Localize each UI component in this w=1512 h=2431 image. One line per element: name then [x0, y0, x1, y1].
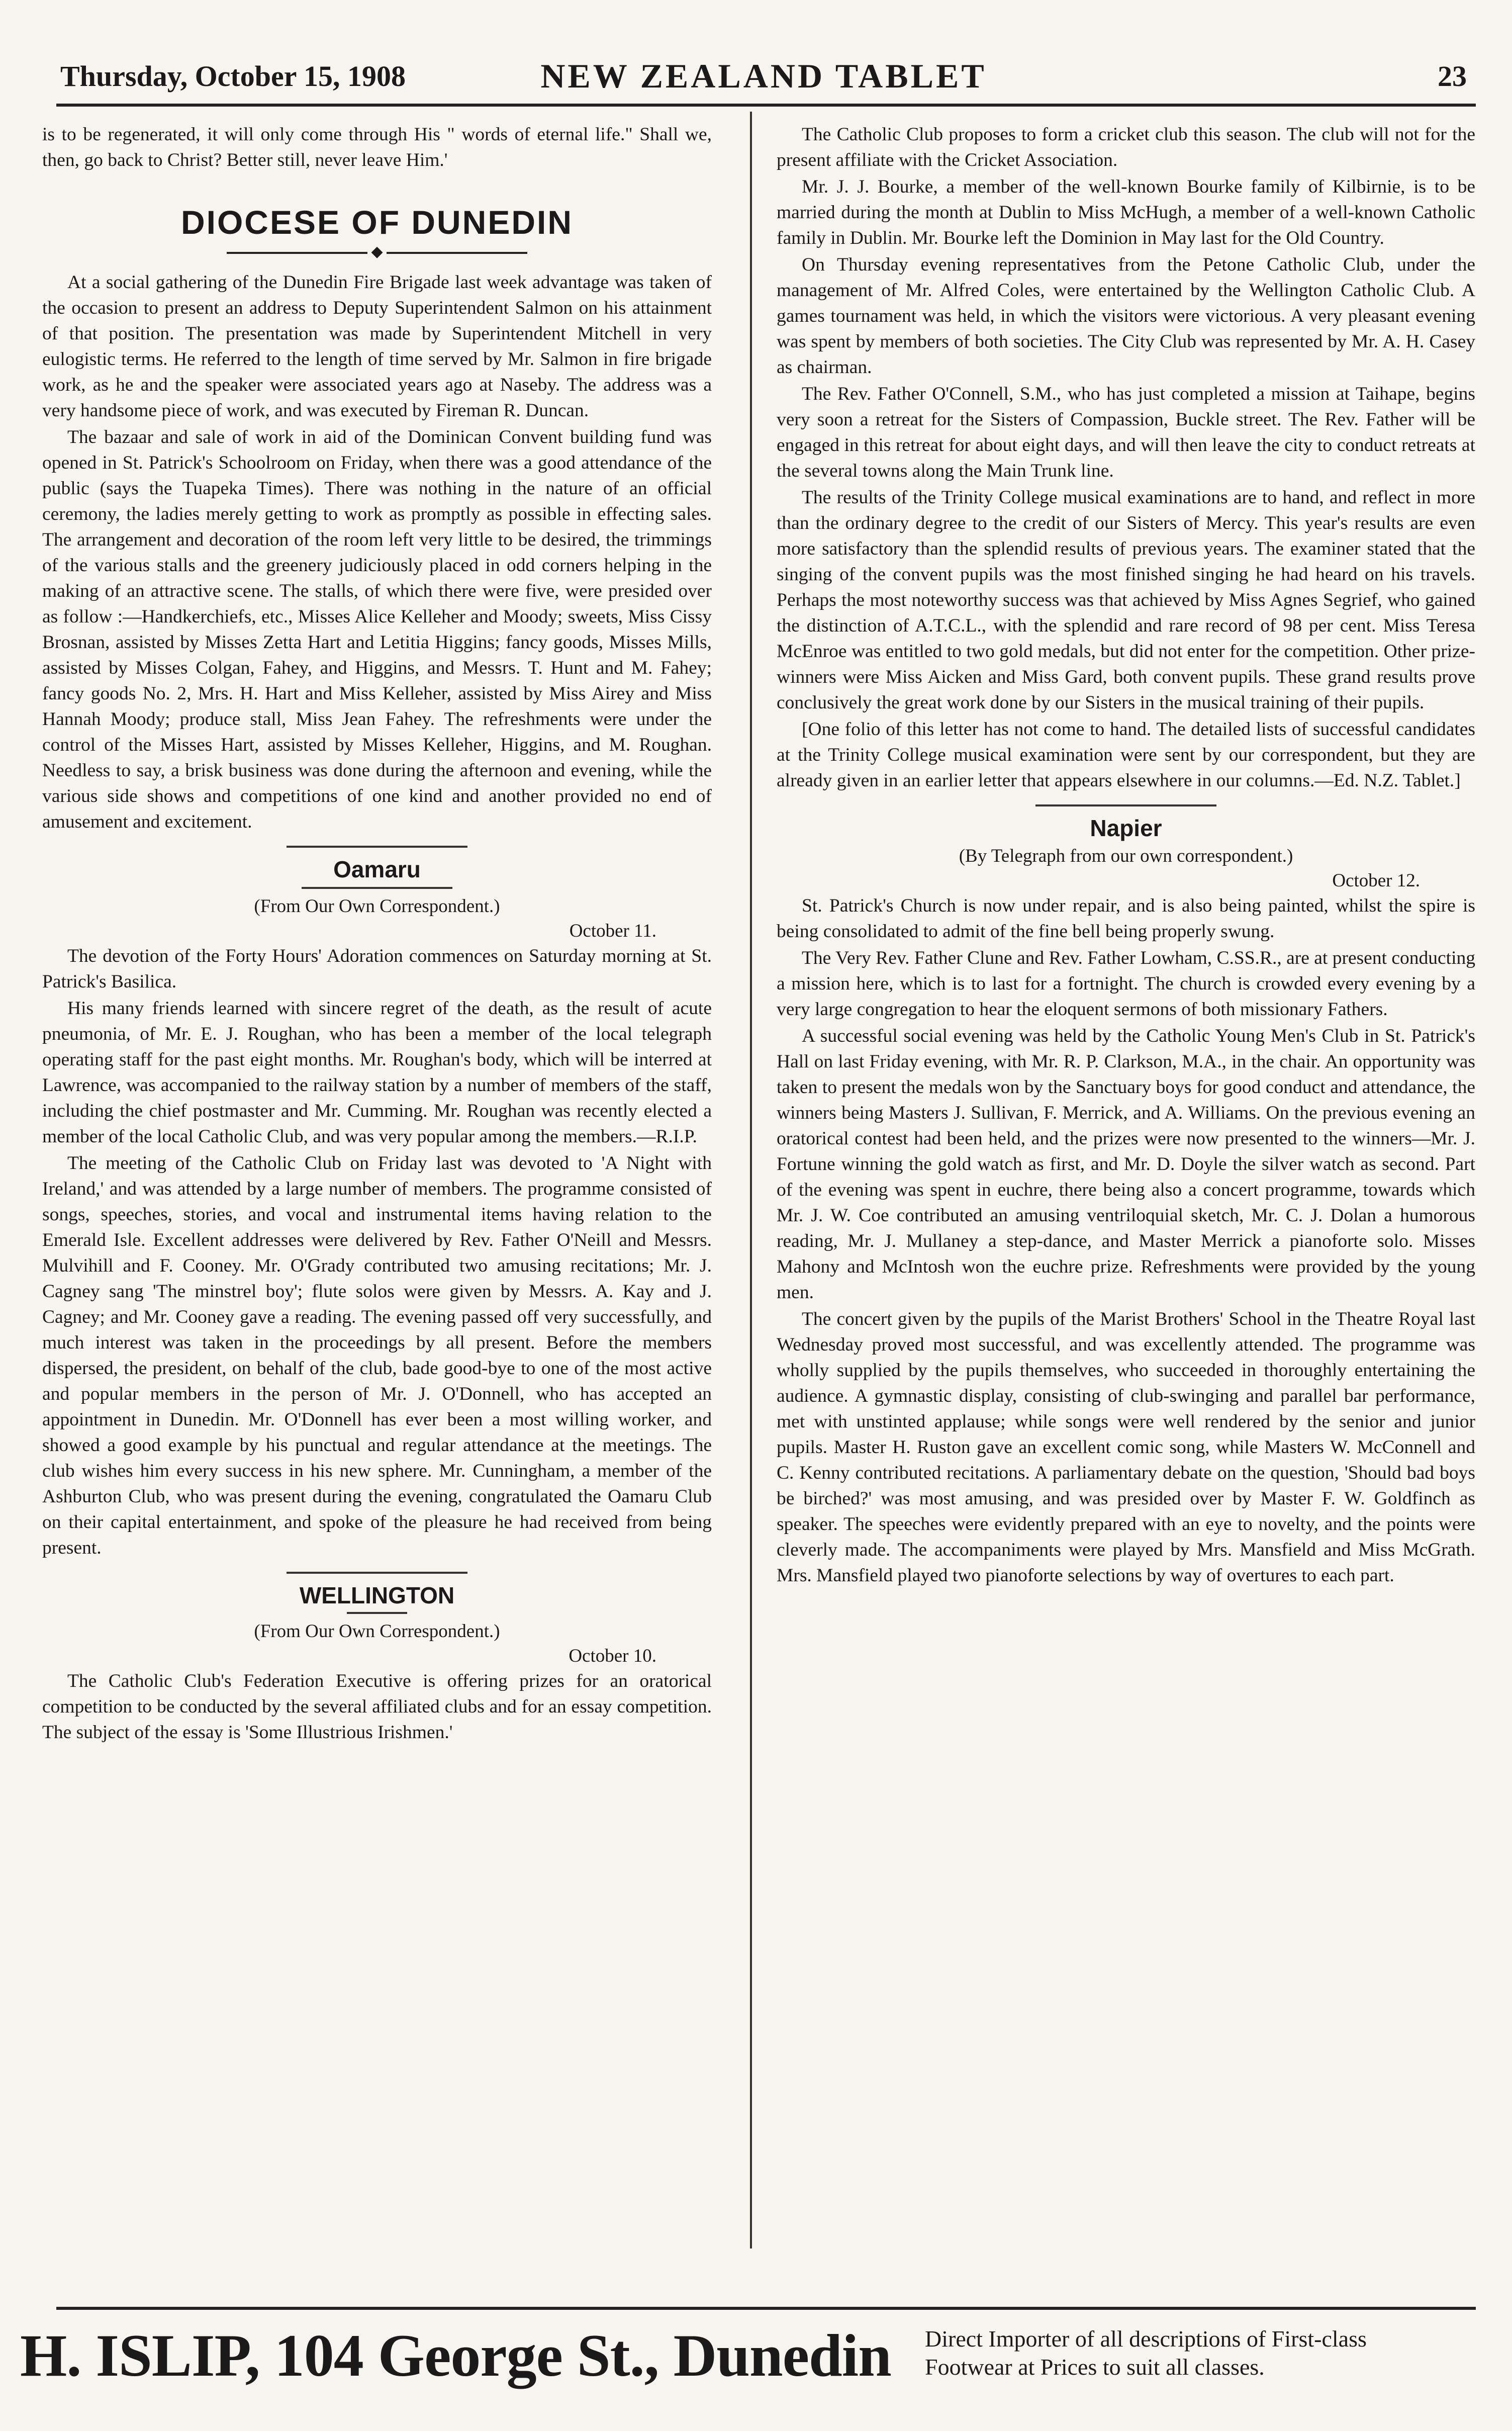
advert-tagline-1: Direct Importer of all descriptions of First-class — [925, 2326, 1367, 2352]
section-heading-napier: Napier — [1090, 815, 1162, 841]
article-paragraph: The results of the Trinity College musical examinations are to hand, and reflect in more than the ordinary degree to the credit of our Sisters of Mercy. This year's results are even more satisfactory than the splendid results of previous years. The examiner stated that the singing of the convent pupils was the most finished singing he had heard on his travels. Perhaps the most noteworthy success was that achieved by Miss Agnes Segrief, who gained the distinction of A.T.C.L., with the splendid and rare record of 98 per cent. Miss Teresa McEnroe was entitled to two gold medals, but did not enter for the competition. Other prize-winners were Miss Aicken and Miss Gard, both convent pupils. These grand results prove conclusively the great work done by our Sisters in the musical training of their pupils. — [777, 487, 1475, 713]
ornament-divider: ◆ — [42, 244, 712, 259]
article-paragraph: His many friends learned with sincere regret of the death, as the result of acute pneumonia, of Mr. E. J. Roughan, who has been a member of the local telegraph operating staff for the past eight months. Mr. Roughan's body, which will be interred at Lawrence, was accompanied to the railway station by a number of members of the staff, including the chief postmaster and Mr. Cumming. Mr. Roughan was recently elected a member of the local Catholic Club, and was very popular among the members.—R.I.P. — [42, 998, 712, 1147]
issue-date: Thursday, October 15, 1908 — [60, 60, 406, 93]
advert-tagline-2: Footwear at Prices to suit all classes. — [925, 2354, 1265, 2380]
page-number: 23 — [1438, 60, 1467, 93]
article-paragraph: The bazaar and sale of work in aid of the Dominican Convent building fund was opened in St. Patrick's Schoolroom on Friday, when there was a good attendance of the public (says the Tuapeka Times). There was nothing in the nature of an official ceremony, the ladies merely getting to work as promptly as possible in effecting sales. The arrangement and decoration of the room left very little to be desired, the trimmings of the various stalls and the greenery judiciously placed in odd corners helping in the making of an attractive scene. The stalls, of which there were five, were presided over as follow :—Handkerchiefs, etc., Misses Alice Kelleher and Moody; sweets, Miss Cissy Brosnan, assisted by Misses Zetta Hart and Letitia Higgins; fancy goods, Misses Mills, assisted by Misses Colgan, Fahey, and Higgins, and Messrs. T. Hunt and M. Fahey; fancy goods No. 2, Mrs. H. Hart and Miss Kelleher, assisted by Miss Airey and Miss Hannah Moody; produce stall, Miss Jean Fahey. The refreshments were under the control of the Misses Hart, assisted by Misses Kelleher, Higgins, and M. Roughan. Needless to say, a brisk business was done during the afternoon and evening, while the various side shows and competitions of one kind and another provided no end of amusement and excitement. — [42, 427, 712, 832]
section-rule — [287, 1572, 467, 1574]
advert-tagline — [925, 2325, 1503, 2381]
article-paragraph: St. Patrick's Church is now under repair, and is also being painted, whilst the spire is being consolidated to admit of the fine bell being properly swung. — [777, 895, 1475, 942]
section-rule — [1035, 804, 1216, 806]
footer-advert — [20, 2313, 1492, 2398]
article-paragraph: The Rev. Father O'Connell, S.M., who has just completed a mission at Taihape, begins very soon a retreat for the Sisters of Compassion, Buckle street. The Rev. Father will be engaged in this retreat for about eight days, and will then leave the city to conduct retreats at the several towns along the Main Trunk line. — [777, 384, 1475, 481]
article-paragraph: The devotion of the Forty Hours' Adoration commences on Saturday morning at St. Patrick's Basilica. — [42, 946, 712, 992]
dispatch-date: October 10. — [569, 1646, 656, 1666]
section-rule — [347, 1612, 407, 1614]
right-column — [777, 122, 1475, 1588]
section-heading-wellington: WELLINGTON — [299, 1582, 455, 1608]
dispatch-date: October 12. — [1332, 870, 1420, 891]
article-paragraph: The Catholic Club's Federation Executive is offering prizes for an oratorical competition to be conducted by the several affiliated clubs and for an essay competition. The subject of the essay is 'Some Illustrious Irishmen.' — [42, 1671, 712, 1743]
publication-title: NEW ZEALAND TABLET — [540, 57, 987, 95]
dispatch-date: October 11. — [569, 921, 656, 941]
left-column — [42, 122, 712, 1745]
correspondent-line: (By Telegraph from our own correspondent.) — [959, 846, 1293, 866]
page-header — [60, 56, 1467, 102]
article-paragraph: The meeting of the Catholic Club on Friday last was devoted to 'A Night with Ireland,' and was attended by a large number of members. The programme consisted of songs, speeches, stories, and vocal and instrumental items having relation to the Emerald Isle. Excellent addresses were delivered by Rev. Father O'Neill and Messrs. Mulvihill and F. Cooney. Mr. O'Grady contributed two amusing recitations; Mr. J. Cagney sang 'The minstrel boy'; flute solos were given by Messrs. A. Kay and J. Cagney; and Mr. Cooney gave a reading. The evening passed off very successfully, and much interest was taken in the proceedings by all present. Before the members dispersed, the president, on behalf of the club, bade good-bye to one of the most active and popular members in the person of Mr. J. O'Donnell, who has accepted an appointment in Dunedin. Mr. O'Donnell has ever been a most willing worker, and showed a good example by his punctual and regular attendance at the meetings. The club wishes him every success in his new sphere. Mr. Cunningham, a member of the Ashburton Club, who was present during the evening, congratulated the Oamaru Club on their capital entertainment, and spoke of the pleasure he had received from being present. — [42, 1153, 712, 1558]
article-paragraph: The Very Rev. Father Clune and Rev. Father Lowham, C.SS.R., are at present conducting a mission here, which is to last for a fortnight. The church is crowded every evening by a very large congregation to hear the eloquent sermons of both missionary Fathers. — [777, 948, 1475, 1020]
correspondent-line: (From Our Own Correspondent.) — [254, 896, 500, 917]
section-rule — [302, 887, 452, 889]
article-paragraph: Mr. J. J. Bourke, a member of the well-known Bourke family of Kilbirnie, is to be married during the month at Dublin to Miss McHugh, a member of a well-known Catholic family in Dublin. Mr. Bourke left the Dominion in May last for the Old Country. — [777, 176, 1475, 248]
article-paragraph: On Thursday evening representatives from the Petone Catholic Club, under the management of Mr. Alfred Coles, were entertained by the Wellington Catholic Club. A games tournament was held, in which the visitors were victorious. A very pleasant evening was spent by members of both societies. The City Club was represented by Mr. A. H. Casey as chairman. — [777, 254, 1475, 378]
diocese-heading: DIOCESE OF DUNEDIN — [180, 204, 574, 241]
article-paragraph: The Catholic Club proposes to form a cricket club this season. The club will not for the present affiliate with the Cricket Association. — [777, 124, 1475, 170]
footer-rule — [56, 2307, 1476, 2310]
column-divider — [750, 112, 752, 2248]
section-heading-oamaru: Oamaru — [333, 856, 421, 882]
editor-note: [One folio of this letter has not come to hand. The detailed lists of successful candidates at the Trinity College musical examination were sent by our correspondent, but they are already given in an earlier letter that appears elsewhere in our columns.—Ed. N.Z. Tablet.] — [777, 719, 1475, 791]
correspondent-line: (From Our Own Correspondent.) — [254, 1621, 500, 1642]
article-paragraph: The concert given by the pupils of the Marist Brothers' School in the Theatre Royal last Wednesday proved most successful, and was excellently attended. The programme was wholly supplied by the pupils themselves, who succeeded in thoroughly entertaining the audience. A gymnastic display, consisting of club-swinging and parallel bar performance, met with unstinted applause; while songs were well rendered by the senior and junior pupils. Master H. Ruston gave an excellent comic song, while Masters W. McConnell and C. Kenny contributed recitations. A parliamentary debate on the question, 'Should bad boys be birched?' was most amusing, and was presided over by Master F. W. Goldfinch as speaker. The speeches were evidently prepared with an eye to novelty, and the points were cleverly made. The accompaniments were played by Mrs. Mansfield and Miss McGrath. Mrs. Mansfield played two pianoforte selections by way of overtures to each part. — [777, 1309, 1475, 1586]
section-rule — [287, 846, 467, 848]
article-paragraph: At a social gathering of the Dunedin Fire Brigade last week advantage was taken of the occasion to present an address to Deputy Superintendent Salmon on his attainment of that position. The presentation was made by Superintendent Mitchell in very eulogistic terms. He referred to the length of time served by Mr. Salmon in fire brigade work, as he and the speaker were associated years ago at Naseby. The address was a very handsome piece of work, and was executed by Fireman R. Duncan. — [42, 272, 712, 421]
advert-headline: H. ISLIP, 104 George St., Dunedin — [20, 2322, 891, 2389]
intro-paragraph: is to be regenerated, it will only come through His " words of eternal life." Shall we, then, go back to Christ? Better still, never leave Him.' — [42, 124, 712, 170]
article-paragraph: A successful social evening was held by the Catholic Young Men's Club in St. Patrick's Hall on last Friday evening, with Mr. R. P. Clarkson, M.A., in the chair. An opportunity was taken to present the medals won by the Sanctuary boys for good conduct and attendance, the winners being Masters J. Sullivan, F. Merrick, and A. Williams. On the previous evening an oratorical contest had been held, and the prizes were now presented to the winners—Mr. J. Fortune winning the gold watch as first, and Mr. D. Doyle the silver watch as second. Part of the evening was spent in euchre, there being also a concert programme, towards which Mr. J. W. Coe contributed an amusing ventriloquial sketch, Mr. C. J. Dolan a humorous reading, Mr. J. Mullaney a step-dance, and Master Merrick a pianoforte solo. Misses Mahony and McIntosh won the euchre prize. Refreshments were provided by the young men. — [777, 1026, 1475, 1303]
header-rule — [56, 104, 1476, 107]
